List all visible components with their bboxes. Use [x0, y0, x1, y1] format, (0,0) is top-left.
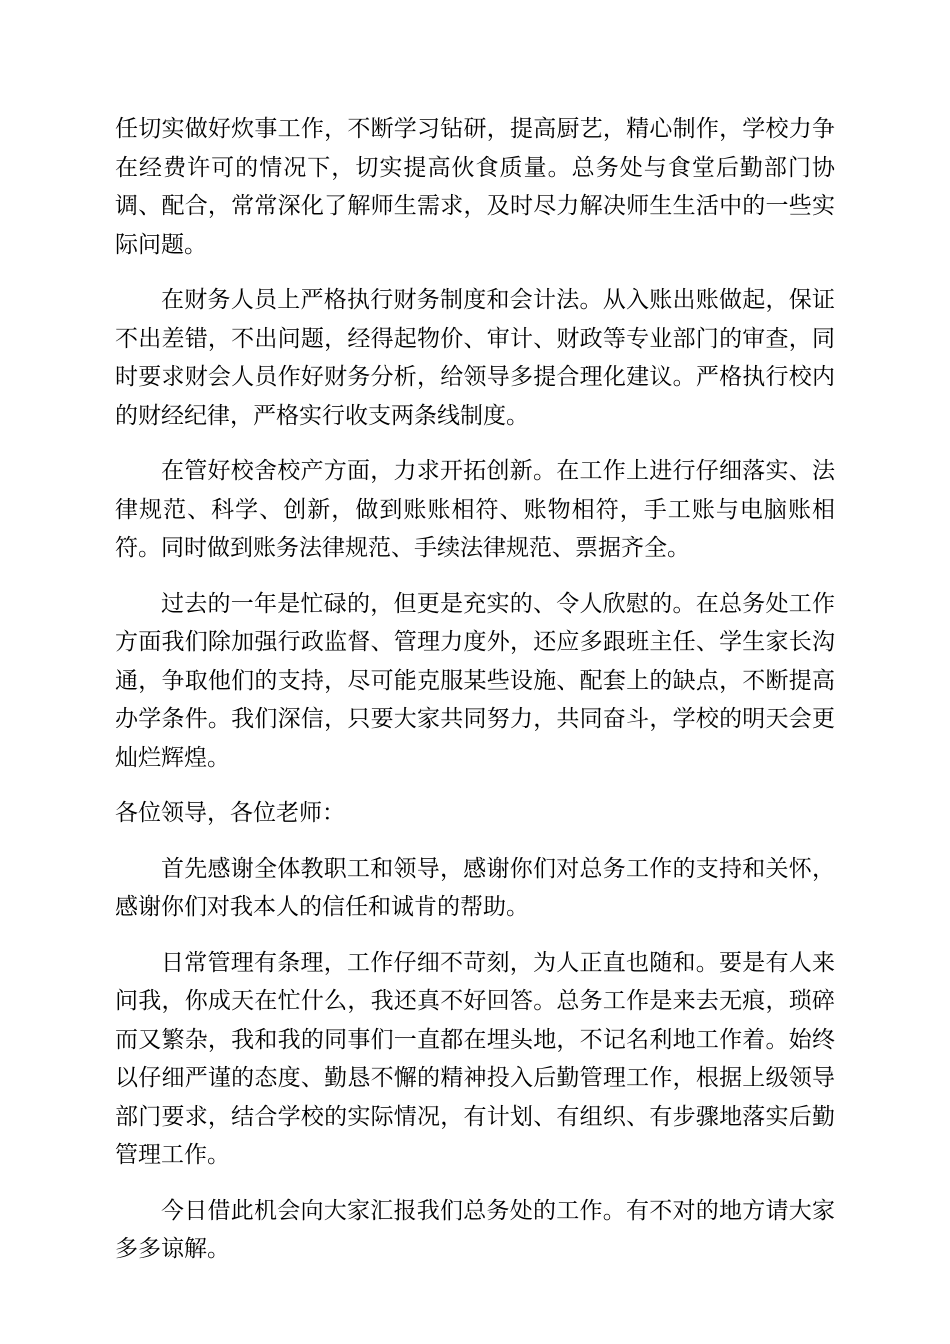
- paragraph-4: 过去的一年是忙碌的，但更是充实的、令人欣慰的。在总务处工作方面我们除加强行政监督、管理力度外，还应多跟班主任、学生家长沟通，争取他们的支持，尽可能克服某些设施、配套上的缺点，不断提高办学条件。我们深信，只要大家共同努力，共同奋斗，学校的明天会更灿烂辉煌。: [115, 590, 835, 771]
- salutation: 各位领导，各位老师：: [115, 800, 345, 826]
- paragraph-2: 在财务人员上严格执行财务制度和会计法。从入账出账做起，保证不出差错，不出问题，经得起物价、审计、财政等专业部门的审查，同时要求财会人员作好财务分析，给领导多提合理化建议。严格执行校内的财经纪律，严格实行收支两条线制度。: [115, 287, 835, 429]
- paragraph-5: 首先感谢全体教职工和领导，感谢你们对总务工作的支持和关怀，感谢你们对我本人的信任和诚肯的帮助。: [115, 855, 835, 920]
- paragraph-6: 日常管理有条理，工作仔细不苛刻，为人正直也随和。要是有人来问我，你成天在忙什么，我还真不好回答。总务工作是来去无痕，琐碎而又繁杂，我和我的同事们一直都在埋头地，不记名利地工作着。始终以仔细严谨的态度、勤恳不懈的精神投入后勤管理工作，根据上级领导部门要求，结合学校的实际情况，有计划、有组织、有步骤地落实后勤管理工作。: [115, 949, 835, 1168]
- paragraph-7: 今日借此机会向大家汇报我们总务处的工作。有不对的地方请大家多多谅解。: [115, 1197, 835, 1262]
- paragraph-1: 任切实做好炊事工作，不断学习钻研，提高厨艺，精心制作，学校力争在经费许可的情况下，切实提高伙食质量。总务处与食堂后勤部门协调、配合，常常深化了解师生需求，及时尽力解决师生生活中的一些实际问题。: [115, 116, 835, 258]
- paragraph-3: 在管好校舍校产方面，力求开拓创新。在工作上进行仔细落实、法律规范、科学、创新，做到账账相符、账物相符，手工账与电脑账相符。同时做到账务法律规范、手续法律规范、票据齐全。: [115, 458, 835, 561]
- document-body: [115, 110, 835, 1286]
